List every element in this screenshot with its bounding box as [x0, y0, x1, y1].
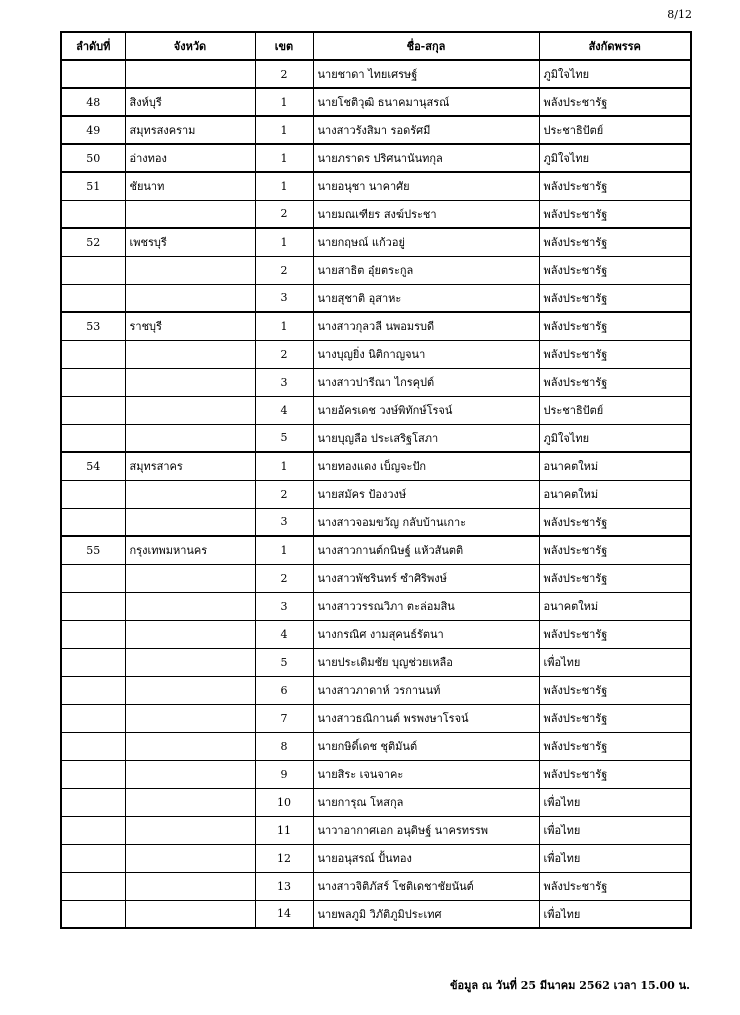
row-party: เพื่อไทย	[539, 844, 691, 872]
row-district: 1	[255, 172, 313, 200]
row-district: 6	[255, 676, 313, 704]
table-row	[61, 564, 691, 592]
table-row	[61, 536, 691, 564]
row-province	[125, 340, 255, 368]
row-name: นางสาวธณิกานต์ พรพงษาโรจน์	[313, 704, 539, 732]
row-name: นายสิระ เจนจาคะ	[313, 760, 539, 788]
row-province	[125, 368, 255, 396]
row-district: 2	[255, 200, 313, 228]
row-province: กรุงเทพมหานคร	[125, 536, 255, 564]
row-name: นางสาวรังสิมา รอดรัศมี	[313, 116, 539, 144]
table-row	[61, 88, 691, 116]
row-district: 4	[255, 396, 313, 424]
row-party: พลังประชารัฐ	[539, 536, 691, 564]
row-party: พลังประชารัฐ	[539, 284, 691, 312]
row-party: พลังประชารัฐ	[539, 312, 691, 340]
row-province	[125, 592, 255, 620]
row-party: พลังประชารัฐ	[539, 228, 691, 256]
row-province	[125, 676, 255, 704]
row-province	[125, 648, 255, 676]
row-party: เพื่อไทย	[539, 816, 691, 844]
row-district: 13	[255, 872, 313, 900]
row-province	[125, 872, 255, 900]
row-name: นางสาวภาดาห์ วรกานนท์	[313, 676, 539, 704]
row-name: นายมณเฑียร สงฆ์ประชา	[313, 200, 539, 228]
row-party: อนาคตใหม่	[539, 480, 691, 508]
row-province	[125, 732, 255, 760]
row-name: นายอนุสรณ์ ปั้นทอง	[313, 844, 539, 872]
row-party: พลังประชารัฐ	[539, 256, 691, 284]
row-province	[125, 424, 255, 452]
row-district: 2	[255, 564, 313, 592]
row-order: 48	[61, 88, 125, 116]
row-name: นางบุญยิ่ง นิติกาญจนา	[313, 340, 539, 368]
row-district: 11	[255, 816, 313, 844]
table-row	[61, 788, 691, 816]
row-province	[125, 396, 255, 424]
row-district: 1	[255, 88, 313, 116]
row-district: 8	[255, 732, 313, 760]
row-party: ภูมิใจไทย	[539, 144, 691, 172]
row-name: นางสาวจิติภัสร์ โชติเดชาชัยนันต์	[313, 872, 539, 900]
row-province: สิงห์บุรี	[125, 88, 255, 116]
table-row	[61, 816, 691, 844]
table-row	[61, 228, 691, 256]
header-row	[61, 32, 691, 60]
row-province	[125, 256, 255, 284]
row-district: 2	[255, 60, 313, 88]
row-province	[125, 200, 255, 228]
row-province	[125, 620, 255, 648]
table-row	[61, 396, 691, 424]
row-name: นายทองแดง เบ็ญจะปัก	[313, 452, 539, 480]
page-number: 8/12	[667, 8, 692, 21]
table-row	[61, 200, 691, 228]
row-name: นายสาธิต อุ๋ยตระกูล	[313, 256, 539, 284]
header-district: เขต	[255, 32, 313, 60]
row-party: อนาคตใหม่	[539, 592, 691, 620]
row-province	[125, 844, 255, 872]
row-order: 51	[61, 172, 125, 200]
row-party: พลังประชารัฐ	[539, 200, 691, 228]
table-row	[61, 704, 691, 732]
row-order: 52	[61, 228, 125, 256]
row-party: เพื่อไทย	[539, 788, 691, 816]
row-order	[61, 480, 125, 508]
row-order	[61, 592, 125, 620]
row-name: นางสาวกุลวลี นพอมรบดี	[313, 312, 539, 340]
row-province	[125, 788, 255, 816]
row-name: นายสมัคร ป้องวงษ์	[313, 480, 539, 508]
row-province	[125, 284, 255, 312]
table-row	[61, 172, 691, 200]
row-name: นางสาวปารีณา ไกรคุปต์	[313, 368, 539, 396]
row-order	[61, 284, 125, 312]
table-row	[61, 60, 691, 88]
table-row	[61, 620, 691, 648]
data-timestamp-note: ข้อมูล ณ วันที่ 25 มีนาคม 2562 เวลา 15.00 น.	[449, 979, 690, 992]
row-party: ภูมิใจไทย	[539, 424, 691, 452]
row-province	[125, 704, 255, 732]
row-order	[61, 508, 125, 536]
table-row	[61, 340, 691, 368]
row-name: นาวาอากาศเอก อนุดิษฐ์ นาครทรรพ	[313, 816, 539, 844]
row-province: เพชรบุรี	[125, 228, 255, 256]
row-district: 10	[255, 788, 313, 816]
row-name: นายพลภูมิ วิภัติภูมิประเทศ	[313, 900, 539, 928]
row-district: 1	[255, 312, 313, 340]
row-province	[125, 900, 255, 928]
row-order	[61, 396, 125, 424]
row-district: 5	[255, 424, 313, 452]
table-row	[61, 900, 691, 928]
row-name: นายบุญลือ ประเสริฐโสภา	[313, 424, 539, 452]
row-party: ประชาธิปัตย์	[539, 116, 691, 144]
row-order	[61, 340, 125, 368]
row-party: พลังประชารัฐ	[539, 88, 691, 116]
table-row	[61, 676, 691, 704]
row-party: พลังประชารัฐ	[539, 620, 691, 648]
row-province	[125, 508, 255, 536]
row-district: 14	[255, 900, 313, 928]
row-order	[61, 816, 125, 844]
table-row	[61, 760, 691, 788]
table-row	[61, 116, 691, 144]
row-party: พลังประชารัฐ	[539, 340, 691, 368]
row-name: นายอนุชา นาคาศัย	[313, 172, 539, 200]
row-order	[61, 60, 125, 88]
row-district: 7	[255, 704, 313, 732]
row-order	[61, 872, 125, 900]
table-row	[61, 256, 691, 284]
row-name: นายโชติวุฒิ ธนาคมานุสรณ์	[313, 88, 539, 116]
row-name: นายภราดร ปริศนานันทกุล	[313, 144, 539, 172]
row-district: 2	[255, 480, 313, 508]
row-name: นายประเดิมชัย บุญช่วยเหลือ	[313, 648, 539, 676]
row-district: 1	[255, 536, 313, 564]
row-province	[125, 816, 255, 844]
row-order	[61, 564, 125, 592]
row-order	[61, 424, 125, 452]
row-order	[61, 648, 125, 676]
row-order: 50	[61, 144, 125, 172]
row-party: อนาคตใหม่	[539, 452, 691, 480]
row-order	[61, 704, 125, 732]
row-province	[125, 480, 255, 508]
row-order	[61, 844, 125, 872]
row-district: 4	[255, 620, 313, 648]
table-row	[61, 732, 691, 760]
row-district: 3	[255, 284, 313, 312]
row-province: สมุทรสงคราม	[125, 116, 255, 144]
row-order: 53	[61, 312, 125, 340]
row-party: พลังประชารัฐ	[539, 676, 691, 704]
table-row	[61, 424, 691, 452]
row-party: พลังประชารัฐ	[539, 872, 691, 900]
row-district: 3	[255, 508, 313, 536]
row-province: สมุทรสาคร	[125, 452, 255, 480]
table-row	[61, 480, 691, 508]
row-district: 1	[255, 228, 313, 256]
row-order	[61, 368, 125, 396]
row-district: 9	[255, 760, 313, 788]
row-party: เพื่อไทย	[539, 648, 691, 676]
row-order	[61, 620, 125, 648]
row-party: ภูมิใจไทย	[539, 60, 691, 88]
row-order: 55	[61, 536, 125, 564]
table-body	[61, 60, 691, 928]
row-order	[61, 760, 125, 788]
candidate-table	[60, 31, 692, 929]
row-name: นายสุชาติ อุสาหะ	[313, 284, 539, 312]
row-name: นางสาวจอมขวัญ กลับบ้านเกาะ	[313, 508, 539, 536]
header-party: สังกัดพรรค	[539, 32, 691, 60]
row-party: พลังประชารัฐ	[539, 704, 691, 732]
row-province	[125, 760, 255, 788]
row-district: 1	[255, 144, 313, 172]
row-name: นางสาวกานต์กนิษฐ์ แห้วสันตติ	[313, 536, 539, 564]
row-name: นายกษิดิ์เดช ชุติมันต์	[313, 732, 539, 760]
row-party: พลังประชารัฐ	[539, 760, 691, 788]
row-district: 2	[255, 340, 313, 368]
row-name: นายอัครเดช วงษ์พิทักษ์โรจน์	[313, 396, 539, 424]
table-row	[61, 872, 691, 900]
row-order	[61, 676, 125, 704]
row-party: พลังประชารัฐ	[539, 732, 691, 760]
table-row	[61, 844, 691, 872]
table-row	[61, 284, 691, 312]
row-name: นางสาววรรณวิภา ตะล่อมสิน	[313, 592, 539, 620]
row-district: 1	[255, 116, 313, 144]
row-province: ชัยนาท	[125, 172, 255, 200]
row-party: พลังประชารัฐ	[539, 172, 691, 200]
row-order	[61, 256, 125, 284]
row-name: นายชาดา ไทยเศรษฐ์	[313, 60, 539, 88]
table-row	[61, 648, 691, 676]
table-row	[61, 592, 691, 620]
row-name: นางสาวพัชรินทร์ ซำศิริพงษ์	[313, 564, 539, 592]
row-name: นายการุณ โหสกุล	[313, 788, 539, 816]
header-order: ลำดับที่	[61, 32, 125, 60]
row-order: 54	[61, 452, 125, 480]
table-row	[61, 312, 691, 340]
row-district: 1	[255, 452, 313, 480]
row-province	[125, 60, 255, 88]
row-party: พลังประชารัฐ	[539, 508, 691, 536]
row-district: 2	[255, 256, 313, 284]
row-order	[61, 732, 125, 760]
row-name: นางกรณิศ งามสุคนธ์รัตนา	[313, 620, 539, 648]
row-district: 12	[255, 844, 313, 872]
row-order	[61, 788, 125, 816]
row-party: พลังประชารัฐ	[539, 564, 691, 592]
row-district: 3	[255, 592, 313, 620]
row-order: 49	[61, 116, 125, 144]
row-party: พลังประชารัฐ	[539, 368, 691, 396]
row-district: 5	[255, 648, 313, 676]
table-row	[61, 144, 691, 172]
row-order	[61, 200, 125, 228]
table-row	[61, 452, 691, 480]
row-order	[61, 900, 125, 928]
header-name: ชื่อ-สกุล	[313, 32, 539, 60]
row-province	[125, 564, 255, 592]
row-province: อ่างทอง	[125, 144, 255, 172]
header-province: จังหวัด	[125, 32, 255, 60]
row-district: 3	[255, 368, 313, 396]
table-row	[61, 508, 691, 536]
table-row	[61, 368, 691, 396]
row-party: ประชาธิปัตย์	[539, 396, 691, 424]
row-province: ราชบุรี	[125, 312, 255, 340]
row-party: เพื่อไทย	[539, 900, 691, 928]
row-name: นายกฤษณ์ แก้วอยู่	[313, 228, 539, 256]
